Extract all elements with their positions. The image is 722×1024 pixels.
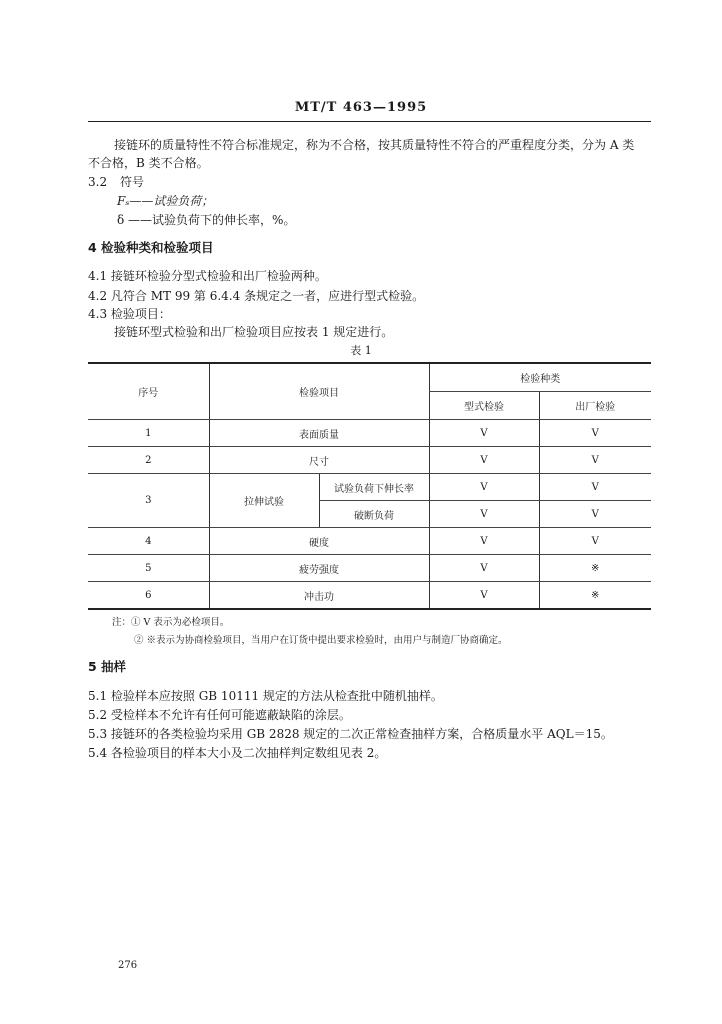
cell-seq: 4 <box>88 528 209 555</box>
table-row <box>88 582 651 610</box>
cell-type: V <box>429 582 539 610</box>
section-4-3: 4.3 检验项目： <box>88 307 171 321</box>
section-5-2: 5.2 受检样本不允许有任何可能遮蔽缺陷的涂层。 <box>88 708 351 722</box>
para1-line1: 接链环的质量特性不符合标准规定，称为不合格，按其质量特性不符合的严重程度分类，分为 A 类 <box>114 138 635 152</box>
cell-item: 尺寸 <box>209 447 429 474</box>
cell-factory: V <box>539 474 651 501</box>
page-number: 276 <box>118 960 138 971</box>
section-4-2: 4.2 凡符合 MT 99 第 6.4.4 条规定之一者，应进行型式检验。 <box>88 289 425 303</box>
header-rule <box>88 121 651 122</box>
table-row <box>88 420 651 447</box>
cell-item: 试验负荷下伸长率 <box>319 474 429 501</box>
table-caption: 表 1 <box>350 344 372 357</box>
table-row <box>88 555 651 582</box>
cell-item: 硬度 <box>209 528 429 555</box>
cell-factory: V <box>539 501 651 528</box>
section-5-4: 5.4 各检验项目的样本大小及二次抽样判定数组见表 2。 <box>88 746 387 760</box>
cell-type: V <box>429 501 539 528</box>
cell-seq: 5 <box>88 555 209 582</box>
cell-type: V <box>429 447 539 474</box>
section-5-heading: 5 抽样 <box>88 659 127 674</box>
inspection-table <box>88 362 651 610</box>
cell-seq: 1 <box>88 420 209 447</box>
symbol-fs: Fₛ——试验负荷； <box>117 194 214 208</box>
table-row <box>88 528 651 555</box>
cell-type: V <box>429 420 539 447</box>
cell-type: V <box>429 474 539 501</box>
cell-factory: ※ <box>539 555 651 582</box>
document-header: MT/T 463—1995 <box>294 100 428 115</box>
symbol-delta: δ ——试验负荷下的伸长率，%。 <box>117 213 296 227</box>
header-item: 检验项目 <box>209 363 429 420</box>
para1-line2: 不合格，B 类不合格。 <box>88 156 209 170</box>
cell-item: 表面质量 <box>209 420 429 447</box>
cell-factory: V <box>539 447 651 474</box>
section-5-1: 5.1 检验样本应按照 GB 10111 规定的方法从检查批中随机抽样。 <box>88 689 443 703</box>
cell-type: V <box>429 555 539 582</box>
cell-item: 冲击功 <box>209 582 429 610</box>
cell-factory: V <box>539 528 651 555</box>
cell-item: 破断负荷 <box>319 501 429 528</box>
section-4-3-text: 接链环型式检验和出厂检验项目应按表 1 规定进行。 <box>114 325 394 339</box>
cell-group: 拉伸试验 <box>209 474 319 528</box>
cell-factory: V <box>539 420 651 447</box>
cell-factory: ※ <box>539 582 651 610</box>
table-row <box>88 474 651 501</box>
table-row <box>88 447 651 474</box>
section-3-2-number: 3.2 <box>88 175 108 189</box>
section-5-3: 5.3 接链环的各类检验均采用 GB 2828 规定的二次正常检查抽样方案，合格质量水平 AQL＝15。 <box>88 727 613 741</box>
section-4-1: 4.1 接链环检验分型式检验和出厂检验两种。 <box>88 269 327 283</box>
section-4-heading: 4 检验种类和检验项目 <box>88 240 214 255</box>
header-inspection-type: 检验种类 <box>429 363 651 392</box>
header-seq: 序号 <box>88 363 209 420</box>
cell-seq: 2 <box>88 447 209 474</box>
header-factory-test: 出厂检验 <box>539 392 651 420</box>
header-type-test: 型式检验 <box>429 392 539 420</box>
section-3-2-title: 符号 <box>120 175 145 189</box>
cell-type: V <box>429 528 539 555</box>
cell-seq: 3 <box>88 474 209 528</box>
table-note-2: ② ※表示为协商检验项目，当用户在订货中提出要求检验时，由用户与制造厂协商确定。 <box>134 635 508 646</box>
cell-seq: 6 <box>88 582 209 610</box>
cell-item: 疲劳强度 <box>209 555 429 582</box>
table-note-1: 注：① V 表示为必检项目。 <box>112 617 230 628</box>
